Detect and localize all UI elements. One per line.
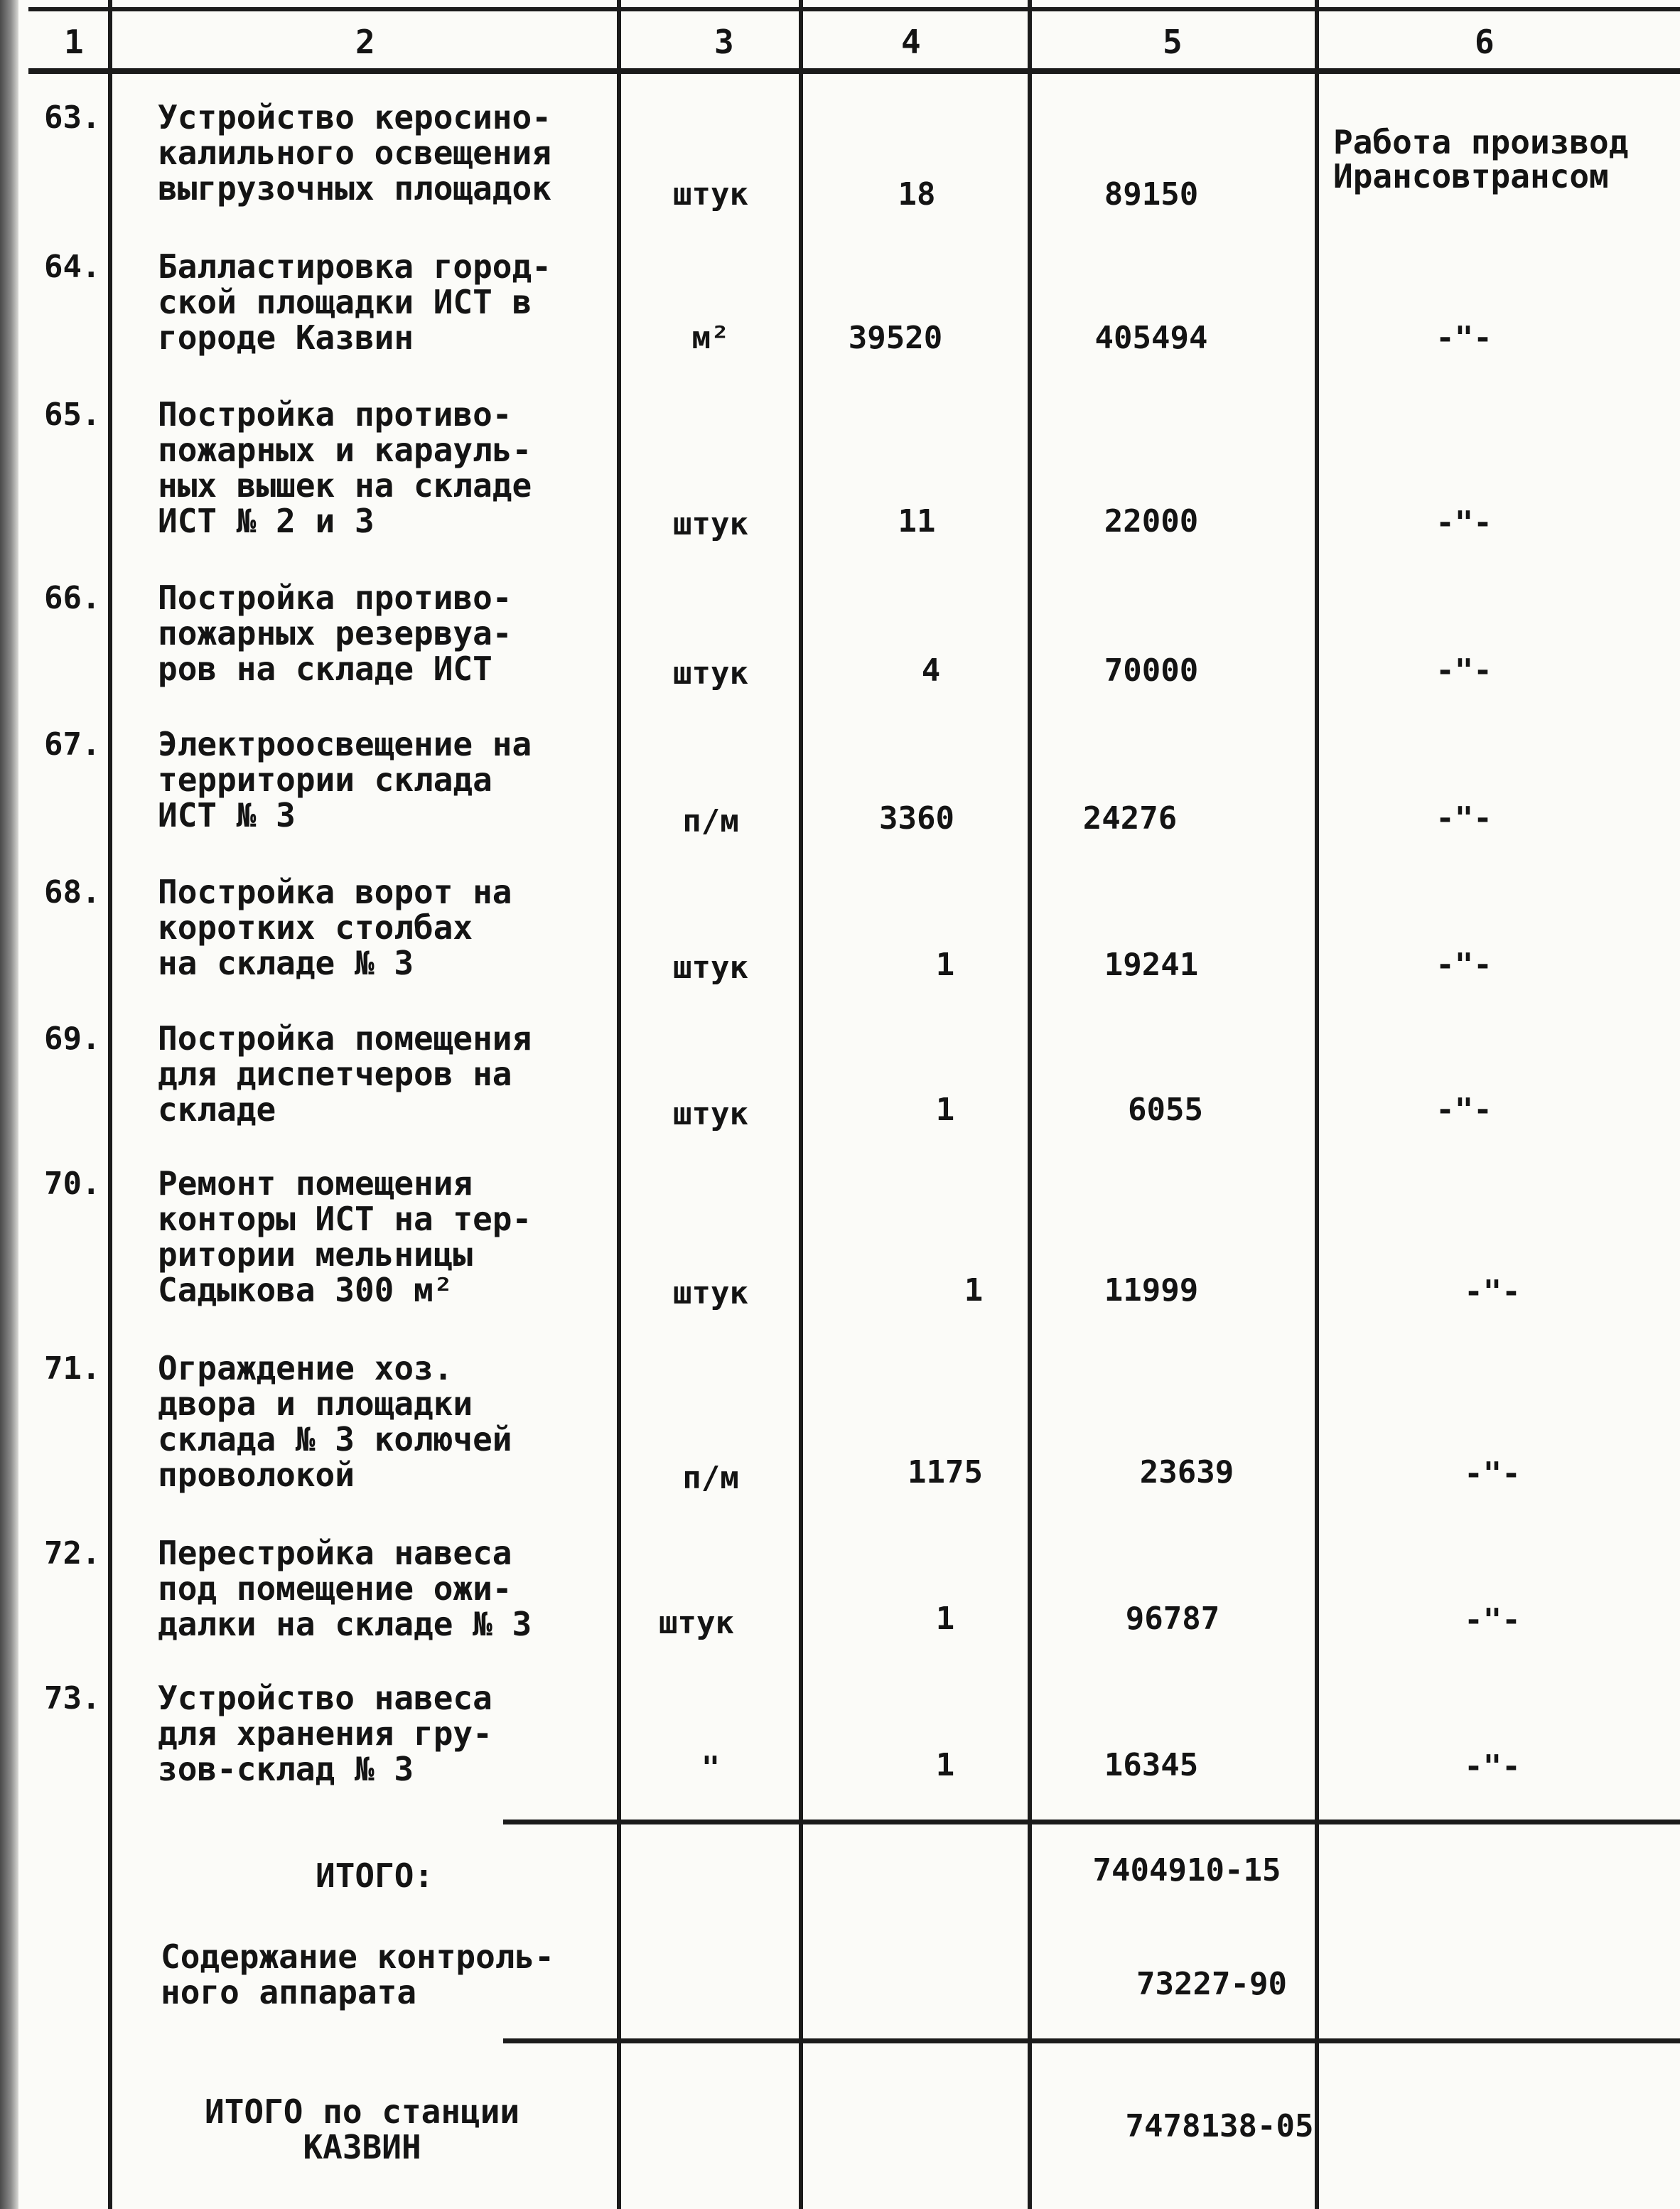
- row-description: Постройка помещения для диспетчеров на складе: [158, 1019, 532, 1129]
- row-cost: 89150: [1104, 176, 1199, 213]
- row-unit: штук: [659, 1605, 734, 1641]
- row-unit: штук: [673, 176, 748, 213]
- column-divider-5: [1315, 0, 1319, 2209]
- row-cost: 11999: [1104, 1272, 1199, 1308]
- column-divider-2: [617, 0, 621, 2209]
- row-note: -"-: [1464, 1456, 1521, 1492]
- row-number: 69.: [44, 1021, 101, 1057]
- row-note: Работа производ Ирансовтрансом: [1333, 123, 1629, 195]
- row-quantity: 1: [935, 1601, 955, 1637]
- scan-edge-shadow: [0, 0, 18, 2209]
- row-description: Постройка противо- пожарных резервуа- ров на складе ИСТ: [158, 579, 512, 688]
- row-number: 68.: [44, 874, 101, 910]
- row-unit: штук: [673, 506, 748, 542]
- control-apparatus-value: 73227-90: [1136, 1966, 1287, 2002]
- row-unit: ": [701, 1750, 721, 1786]
- row-note: -"-: [1436, 947, 1492, 983]
- row-cost: 22000: [1104, 503, 1199, 539]
- row-cost: 19241: [1104, 947, 1199, 983]
- header-col-5: 5: [1163, 23, 1183, 61]
- station-rule: [503, 2038, 1680, 2043]
- row-unit: штук: [673, 950, 748, 986]
- row-cost: 405494: [1094, 320, 1208, 356]
- station-total-label: ИТОГО по станции КАЗВИН: [205, 2092, 520, 2166]
- header-col-2: 2: [355, 23, 375, 61]
- row-description: Устройство керосино- калильного освещения выгрузочных площадок: [158, 98, 551, 208]
- row-number: 64.: [44, 249, 101, 285]
- row-number: 73.: [44, 1680, 101, 1716]
- row-description: Постройка ворот на коротких столбах на складе № 3: [158, 873, 512, 982]
- row-note: -"-: [1436, 1092, 1492, 1128]
- top-rule: [28, 7, 1680, 11]
- row-number: 70.: [44, 1166, 101, 1202]
- totals-rule: [503, 1820, 1680, 1824]
- row-quantity: 11: [898, 503, 936, 539]
- row-description: Ограждение хоз. двора и площадки склада № 3 колючей проволокой: [158, 1349, 512, 1494]
- row-note: -"-: [1436, 505, 1492, 541]
- row-quantity: 39520: [848, 320, 943, 356]
- row-note: -"-: [1436, 800, 1492, 837]
- row-quantity: 1175: [908, 1454, 983, 1490]
- header-col-6: 6: [1475, 23, 1495, 61]
- row-description: Балластировка город- ской площадки ИСТ в городе Казвин: [158, 247, 551, 357]
- row-note: -"-: [1464, 1602, 1521, 1638]
- row-number: 66.: [44, 580, 101, 616]
- row-unit: п/м: [682, 803, 739, 839]
- row-unit: штук: [673, 1096, 748, 1132]
- header-col-4: 4: [901, 23, 921, 61]
- column-divider-3: [799, 0, 803, 2209]
- total-label: ИТОГО:: [316, 1856, 434, 1895]
- row-unit: штук: [673, 1275, 748, 1311]
- row-unit: м²: [691, 320, 730, 356]
- row-unit: штук: [673, 655, 748, 692]
- row-description: Перестройка навеса под помещение ожи- далки на складе № 3: [158, 1534, 532, 1643]
- row-number: 72.: [44, 1535, 101, 1571]
- row-description: Устройство навеса для хранения гру- зов-склад № 3: [158, 1679, 492, 1788]
- row-cost: 96787: [1125, 1601, 1220, 1637]
- row-unit: п/м: [682, 1460, 739, 1496]
- column-divider-4: [1028, 0, 1032, 2209]
- row-description: Постройка противо- пожарных и карауль- ных вышек на складе ИСТ № 2 и 3: [158, 395, 532, 540]
- row-quantity: 1: [935, 1747, 955, 1783]
- header-col-3: 3: [714, 23, 734, 61]
- row-number: 65.: [44, 397, 101, 433]
- row-number: 67.: [44, 726, 101, 763]
- total-value: 7404910-15: [1092, 1852, 1281, 1888]
- column-divider-1: [108, 0, 112, 2209]
- row-number: 71.: [44, 1350, 101, 1387]
- row-quantity: 18: [898, 176, 936, 213]
- row-description: Ремонт помещения конторы ИСТ на тер- ритории мельницы Садыкова 300 м²: [158, 1164, 532, 1309]
- row-note: -"-: [1464, 1274, 1521, 1310]
- control-apparatus-label: Содержание контроль- ного аппарата: [161, 1937, 554, 2011]
- row-note: -"-: [1464, 1748, 1521, 1785]
- row-quantity: 4: [921, 652, 941, 689]
- header-rule: [28, 68, 1680, 74]
- row-cost: 6055: [1128, 1092, 1203, 1128]
- row-cost: 23639: [1139, 1454, 1234, 1490]
- row-cost: 24276: [1082, 800, 1178, 837]
- row-quantity: 1: [935, 1092, 955, 1128]
- header-col-1: 1: [64, 23, 84, 61]
- row-quantity: 3360: [879, 800, 954, 837]
- row-description: Электроосвещение на территории склада ИСТ № 3: [158, 725, 532, 834]
- row-note: -"-: [1436, 652, 1492, 689]
- row-quantity: 1: [935, 947, 955, 983]
- row-number: 63.: [44, 100, 101, 136]
- row-quantity: 1: [964, 1272, 984, 1308]
- row-note: -"-: [1436, 320, 1492, 356]
- row-cost: 70000: [1104, 652, 1199, 689]
- station-total-value: 7478138-05: [1125, 2108, 1314, 2144]
- row-cost: 16345: [1104, 1747, 1199, 1783]
